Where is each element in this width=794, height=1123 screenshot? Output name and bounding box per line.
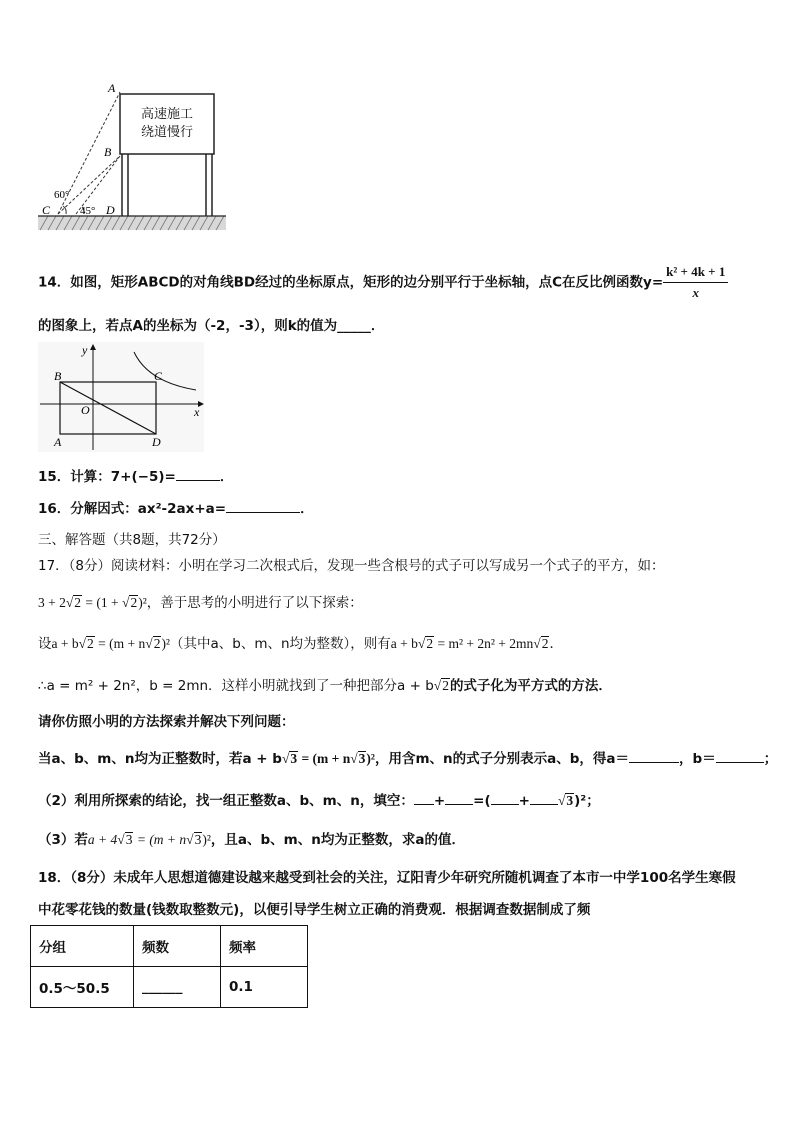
q17-p1-end: )²	[366, 751, 375, 766]
q14-frac-num: k² + 4k + 1	[663, 262, 728, 283]
sign-text-line1: 高速施工	[140, 107, 194, 122]
frequency-table	[30, 925, 308, 1008]
sign-board	[120, 94, 214, 154]
q17-p1-b: ，b＝	[679, 751, 716, 767]
q17-p2-plus1: +	[433, 793, 446, 809]
q14-graph-O: O	[81, 403, 90, 417]
q17-set-rhs-b: = m² + 2n² + 2mn	[434, 636, 534, 651]
q14-text: 14．如图，矩形ABCD的对角线BD经过的坐标原点，矩形的边分别平行于坐标轴，点C在反比例函数y=	[38, 274, 664, 291]
q17-p1-mid: = (m + n	[298, 751, 351, 766]
q17-p1-pre: 当a、b、m、n均为正整数时，若a + b	[38, 751, 282, 767]
q17-p3-text: ，且a、b、m、n均为正整数，求a的值．	[210, 832, 465, 848]
q17-example: 3 + 2√2 = (1 + √2)²，善于思考的小明进行了以下探索：	[38, 595, 363, 611]
q17-p2-blank1[interactable]	[414, 790, 434, 805]
q18-line1: 18．（8分）未成年人思想道德建设越来越受到社会的关注，辽阳青少年研究所随机调查了本市一中学100名学生寒假	[38, 870, 736, 886]
q15-text: 15．计算：7+(−5)=	[38, 469, 176, 485]
q17-set-root2: 2	[153, 636, 161, 651]
q14-graph-y: y	[82, 343, 88, 357]
q17-instruction: 请你仿照小明的方法探索并解决下列问题：	[38, 714, 295, 730]
table-header-cell: 频数	[134, 926, 221, 967]
q14-graph-A: A	[54, 435, 62, 449]
q17-p3-root1: 3	[125, 832, 133, 847]
q17-therefore-end: 的式子化为平方式的方法．	[449, 678, 612, 694]
q14-line1	[38, 262, 728, 303]
label-B: B	[104, 145, 112, 159]
q17-set-pre: 设a + b	[38, 636, 79, 651]
q17-p1-root1: 3	[290, 751, 298, 766]
q15-end: ．	[219, 469, 234, 485]
q17-p2-root: 3	[566, 793, 574, 808]
q17-ex-mid: = (1 +	[82, 595, 123, 610]
label-C: C	[42, 203, 51, 217]
q17-p2-end: )²；	[574, 793, 600, 809]
q17-p2-plus2: +	[518, 793, 530, 809]
q17-intro: 17．（8分）阅读材料：小明在学习二次根式后，发现一些含根号的式子可以写成另一个式子的平方，如：	[38, 558, 665, 574]
q17-p1-blank-a[interactable]	[629, 748, 679, 763]
q14-graph-D: D	[152, 435, 161, 449]
q17-p2-pre: （2）利用所探索的结论，找一组正整数a、b、m、n，填空：	[38, 793, 414, 809]
q14-graph	[38, 342, 204, 452]
q17-p1-blank-b[interactable]	[716, 748, 764, 763]
q17-p1-text: ，用含m、n的式子分别表示a、b，得a＝	[374, 751, 630, 767]
label-A: A	[108, 81, 116, 95]
q17-therefore-root: 2	[442, 678, 449, 693]
label-D: D	[106, 203, 115, 217]
q17-p3-end: )²	[202, 832, 211, 847]
section-3-heading: 三、解答题（共8题，共72分）	[38, 532, 226, 548]
q14-line2: 的图象上，若点A的坐标为（-2，-3），则k的值为_____．	[38, 318, 385, 334]
q14-frac-den: x	[692, 285, 699, 300]
sign-figure	[36, 78, 228, 236]
q16-end: ．	[300, 501, 314, 517]
table-cell: 0.5～50.5	[31, 967, 134, 1008]
table-header-cell: 频率	[221, 926, 308, 967]
q17-therefore: ∴a = m² + 2n²，b = 2mn．这样小明就找到了一种把部分a + b√2的式子化为平方式的方法．	[38, 678, 612, 694]
q17-part3: （3）若a + 4√3 = (m + n√3)²，且a、b、m、n均为正整数，求a的值．	[38, 832, 465, 848]
q17-p3-a: a + 4	[87, 832, 118, 847]
q17-p2-blank4[interactable]	[530, 790, 558, 805]
q16-line	[38, 498, 314, 519]
q17-ex-end: )²	[138, 595, 147, 610]
q17-p1-semicolon: ；	[763, 751, 778, 767]
table-cell: 0.1	[221, 967, 308, 1008]
table-header-row	[31, 926, 308, 967]
q16-text: 16．分解因式：ax²-2ax+a=	[38, 501, 227, 517]
q17-part2: （2）利用所探索的结论，找一组正整数a、b、m、n，填空： + =( + √3)²；	[38, 790, 600, 811]
sign-text-line2: 绕道慢行	[140, 125, 194, 140]
q17-set-text: （其中a、b、m、n均为整数），则有	[169, 636, 391, 652]
q17-ex-root2: 2	[130, 595, 138, 610]
q14-graph-x: x	[194, 405, 200, 419]
q17-p1-root2: 3	[358, 751, 366, 766]
q17-set-rhs-root: 2	[426, 636, 434, 651]
q17-therefore-pre: ∴a = m² + 2n²，b = 2mn．这样小明就找到了一种把部分a + b	[38, 678, 434, 694]
q18-line2: 中花零花钱的数量(钱数取整数元)，以便引导学生树立正确的消费观．根据调查数据制成了频	[38, 902, 591, 918]
angle-60: 60°	[54, 189, 70, 201]
q17-set-mid: = (m + n	[94, 636, 146, 651]
q15-answer-blank[interactable]	[176, 466, 220, 481]
ground-hatch	[38, 216, 226, 230]
q17-p3-root2: 3	[194, 832, 202, 847]
table-cell-blank[interactable]: ______	[134, 967, 221, 1008]
q16-answer-blank[interactable]	[226, 498, 300, 513]
q17-set: 设a + b√2 = (m + n√2)²（其中a、b、m、n均为整数），则有a + b√2 = m² + 2n² + 2mn√2．	[38, 636, 563, 652]
q17-set-rhs-end: ．	[549, 636, 563, 652]
table-row	[31, 967, 308, 1008]
q14-fraction	[663, 262, 728, 303]
q17-p2-eq: =(	[473, 793, 491, 809]
q15-line	[38, 466, 233, 487]
q17-ex-lhs: 3 + 2	[38, 595, 66, 610]
q17-set-end: )²	[161, 636, 170, 651]
q17-set-root1: 2	[87, 636, 94, 651]
q17-set-rhs-a: a + b	[390, 636, 418, 651]
q17-part1: 当a、b、m、n均为正整数时，若a + b√3 = (m + n√3)²，用含m、n的式子分别表示a、b，得a＝ ，b＝ ；	[38, 748, 777, 769]
q17-p3-mid: = (m + n	[133, 832, 187, 847]
q17-ex-root1: 2	[74, 595, 82, 610]
q17-p2-blank2[interactable]	[445, 790, 473, 805]
q17-p2-blank3[interactable]	[491, 790, 519, 805]
table-header-cell: 分组	[31, 926, 134, 967]
angle-45: 45°	[80, 205, 96, 217]
q14-graph-C: C	[154, 369, 163, 383]
sign-posts	[122, 154, 212, 216]
q17-ex-text: ，善于思考的小明进行了以下探索：	[146, 595, 363, 611]
q14-graph-B: B	[54, 369, 62, 383]
q17-set-rhs-root2: 2	[541, 636, 549, 651]
q17-p3-pre: （3）若	[38, 832, 88, 848]
